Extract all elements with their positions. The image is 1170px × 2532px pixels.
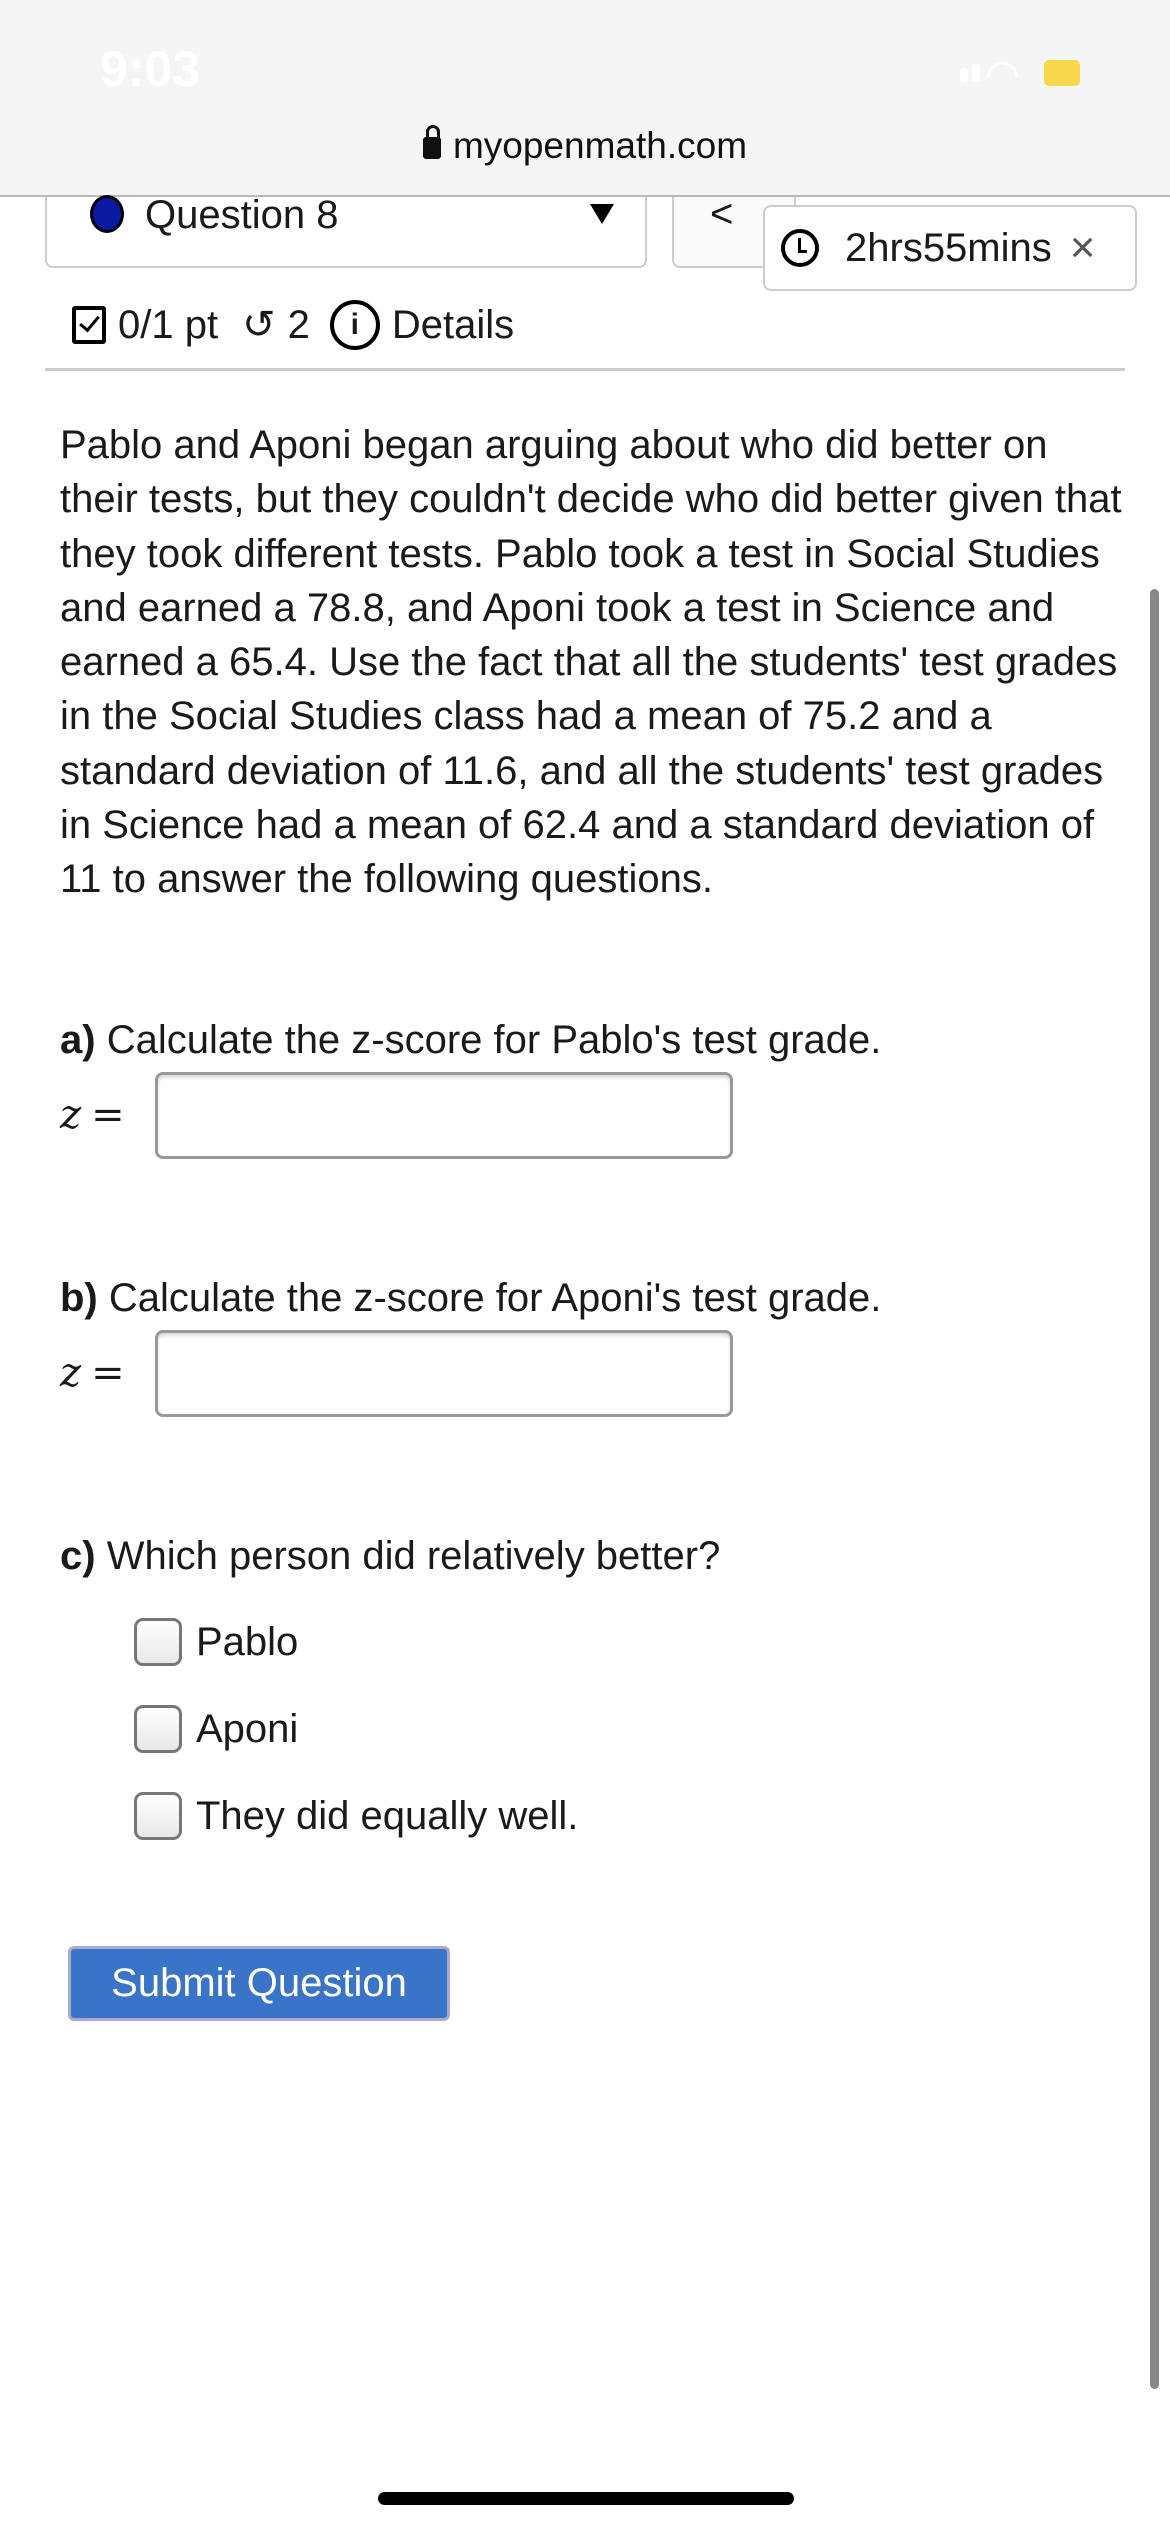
dropdown-arrow-icon: [590, 204, 614, 224]
scrollbar[interactable]: [1150, 589, 1159, 2389]
z-score-pablo-input[interactable]: [155, 1072, 733, 1159]
details-link[interactable]: Details: [391, 302, 515, 347]
option-aponi[interactable]: [134, 1705, 298, 1753]
part-c-letter: c): [60, 1534, 96, 1578]
score-row: [72, 300, 514, 350]
z-equals-label-a: [60, 1092, 125, 1138]
question-status-dot-icon: [90, 195, 124, 233]
part-c-text: Which person did relatively better?: [106, 1534, 721, 1578]
divider: [45, 368, 1125, 371]
option-label: Pablo: [196, 1619, 299, 1664]
checkbox-score-icon: [72, 306, 106, 344]
z-var: z: [60, 1350, 82, 1396]
question-prompt: Pablo and Aponi began arguing about who did better on their tests, but they couldn't decide who did better given that they took different tests. Pablo took a test in Social Studies and earned a 78.8, and Aponi took a test in Science and earned a 65.4. Use the fact that all the students' test grades in the Social Studies class had a mean of 75.2 and a standard deviation of 11.6, and all the students' test grades in Science had a mean of 62.4 and a standard deviation of 11 to answer the following questions.: [60, 423, 1122, 902]
equals-sign: =: [91, 1350, 125, 1396]
part-a-text: Calculate the z-score for Pablo's test grade.: [106, 1018, 882, 1062]
address-bar[interactable]: [0, 125, 1170, 167]
question-select-label: Question 8: [145, 193, 339, 237]
checkbox[interactable]: [134, 1618, 182, 1666]
points-text: 0/1 pt: [118, 302, 219, 347]
part-a-letter: a): [60, 1018, 96, 1062]
signal-icon: [960, 68, 968, 82]
z-score-aponi-input[interactable]: [155, 1330, 733, 1417]
retry-icon: ↺: [242, 303, 276, 347]
part-c-label: [60, 1534, 720, 1579]
close-timer-icon[interactable]: ×: [1069, 223, 1096, 272]
checkbox[interactable]: [134, 1792, 182, 1840]
browser-top-bar: [0, 0, 1170, 197]
timer-text: 2hrs55mins: [845, 225, 1052, 270]
checkbox[interactable]: [134, 1705, 182, 1753]
clock-icon: [781, 229, 819, 267]
home-indicator[interactable]: [378, 2492, 794, 2505]
option-label: They did equally well.: [196, 1793, 579, 1838]
signal-icon-bar: [972, 64, 980, 82]
status-time: 9:03: [100, 41, 201, 97]
part-a-label: [60, 1018, 881, 1063]
submit-question-button[interactable]: Submit Question: [68, 1946, 450, 2021]
part-b-text: Calculate the z-score for Aponi's test grade.: [108, 1276, 882, 1320]
battery-icon: [1044, 60, 1080, 86]
url-text: myopenmath.com: [452, 125, 748, 166]
wifi-icon: ◠: [985, 53, 1020, 97]
chevron-left-icon: <: [710, 192, 734, 236]
option-pablo[interactable]: [134, 1618, 298, 1666]
timer-box: [763, 205, 1137, 291]
part-b-label: [60, 1276, 881, 1321]
part-b-letter: b): [60, 1276, 98, 1320]
lock-icon: [423, 137, 441, 159]
info-icon[interactable]: i: [330, 300, 380, 350]
z-var: z: [60, 1092, 82, 1138]
option-label: Aponi: [196, 1706, 299, 1751]
option-equal[interactable]: [134, 1792, 578, 1840]
retries-count: 2: [287, 302, 310, 347]
equals-sign: =: [91, 1092, 125, 1138]
z-equals-label-b: [60, 1350, 125, 1396]
